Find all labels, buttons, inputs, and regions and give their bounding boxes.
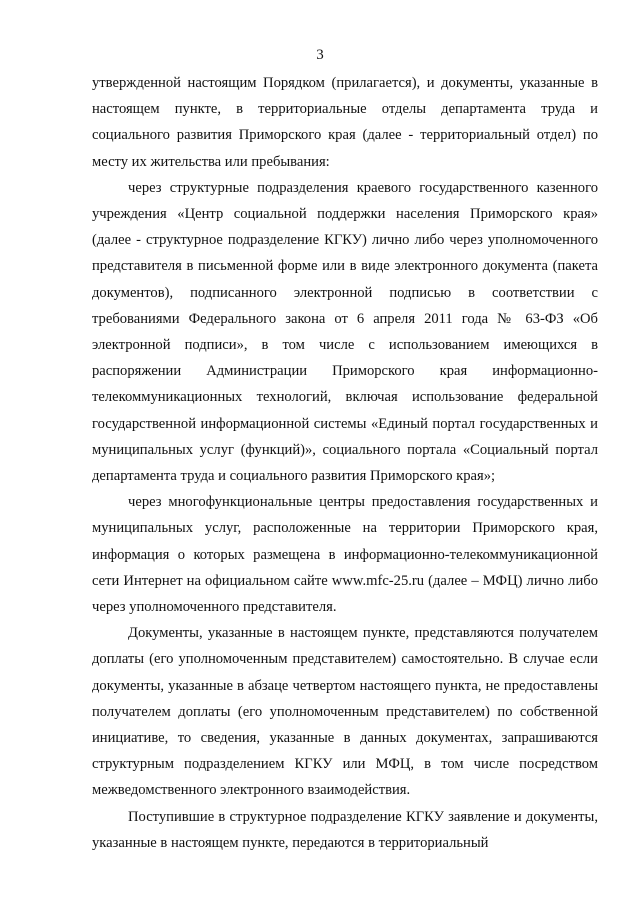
paragraph-mfc-submission: через многофункциональные центры предоставления государственных и муниципальных услуг, расположенные на территории Приморского края, информация о которых размещена в информационно-телекоммуникационной сети Интернет на официальном сайте www.mfc-25.ru (далее – МФЦ) лично либо через уполномоченного представителя. (92, 494, 598, 616)
page-number: 3 (316, 47, 324, 63)
document-body (92, 70, 598, 856)
paragraph-documents-transfer: Поступившие в структурное подразделение КГКУ заявление и документы, указанные в настоящем пункте, передаются в территориальный (92, 808, 598, 851)
paragraph-documents-provided: Документы, указанные в настоящем пункте, представляются получателем доплаты (его уполномоченным представителем) самостоятельно. В случае если документы, указанные в абзаце четвертом настоящего пункта, не предоставлены получателем доплаты (его уполномоченным представителем) по собственной инициативе, то сведения, указанные в данных документах, запрашиваются структурным подразделением КГКУ или МФЦ, в том числе посредством межведомственного электронного взаимодействия. (92, 625, 598, 799)
paragraph-continuation: утвержденной настоящим Порядком (прилагается), и документы, указанные в настоящем пункте, в территориальные отделы департамента труда и социального развития Приморского края (далее - территориальный отдел) по месту их жительства или пребывания: (92, 75, 598, 170)
paragraph-kgku-submission: через структурные подразделения краевого государственного казенного учреждения «Центр социальной поддержки населения Приморского края» (далее - структурное подразделение КГКУ) лично либо через уполномоченного представителя в письменной форме или в виде электронного документа (пакета документов), подписанного электронной подписью в соответствии с требованиями Федерального закона от 6 апреля 2011 года № 63-ФЗ «Об электронной подписи», в том числе с использованием имеющихся в распоряжении Администрации Приморского края информационно-телекоммуникационных технологий, включая использование федеральной государственной информационной системы «Единый портал государственных и муниципальных услуг (функций)», социального портала «Социальный портал департамента труда и социального развития Приморского края»; (92, 179, 598, 485)
